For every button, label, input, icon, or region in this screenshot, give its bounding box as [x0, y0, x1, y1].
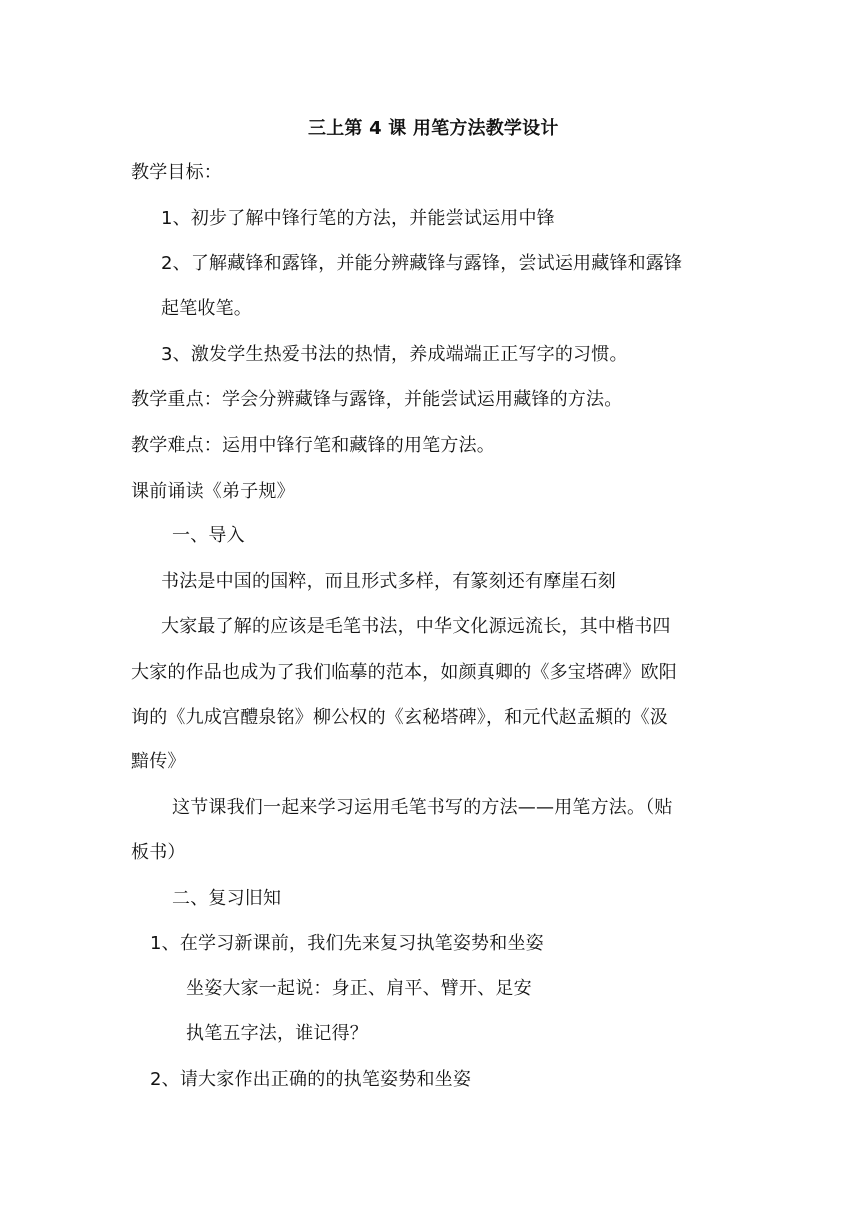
objective-line-3: 3、激发学生热爱书法的热情，养成端端正正写字的习惯。	[161, 344, 628, 365]
objectives-heading: 教学目标：	[131, 162, 222, 183]
intro-line-2: 大家最了解的应该是毛笔书法，中华文化源远流长，其中楷书四	[161, 616, 671, 637]
intro-line-6: 这节课我们一起来学习运用毛笔书写的方法——用笔方法。（贴	[172, 797, 673, 818]
review-line-3: 执笔五字法，谁记得？	[186, 1023, 368, 1044]
intro-line-3: 大家的作品也成为了我们临摹的范本，如颜真卿的《多宝塔碑》欧阳	[131, 662, 677, 683]
difficulty: 教学难点：运用中锋行笔和藏锋的用笔方法。	[131, 435, 495, 456]
key-point: 教学重点：学会分辨藏锋与露锋，并能尝试运用藏锋的方法。	[131, 389, 623, 410]
review-line-4: 2、请大家作出正确的的执笔姿势和坐姿	[150, 1069, 472, 1090]
objective-line-2: 2、了解藏锋和露锋，并能分辨藏锋与露锋，尝试运用藏锋和露锋	[161, 253, 683, 274]
objective-line-1: 1、初步了解中锋行笔的方法，并能尝试运用中锋	[161, 208, 555, 229]
pre-class-reading: 课前诵读《弟子规》	[131, 481, 295, 502]
intro-line-4: 询的《九成宫醴泉铭》柳公权的《玄秘塔碑》，和元代赵孟頫的《汲	[131, 707, 668, 728]
intro-line-5: 黯传》	[131, 751, 186, 772]
intro-line-1: 书法是中国的国粹，而且形式多样，有篆刻还有摩崖石刻	[161, 571, 616, 592]
document-title: 三上第 4 课 用笔方法教学设计	[308, 118, 559, 139]
section-1-heading: 一、导入	[172, 525, 245, 546]
section-2-heading: 二、复习旧知	[172, 888, 282, 909]
intro-line-7: 板书）	[131, 842, 186, 863]
objective-line-2-continued: 起笔收笔。	[161, 298, 252, 319]
review-line-2: 坐姿大家一起说：身正、肩平、臂开、足安	[186, 978, 532, 999]
review-line-1: 1、在学习新课前，我们先来复习执笔姿势和坐姿	[150, 933, 544, 954]
